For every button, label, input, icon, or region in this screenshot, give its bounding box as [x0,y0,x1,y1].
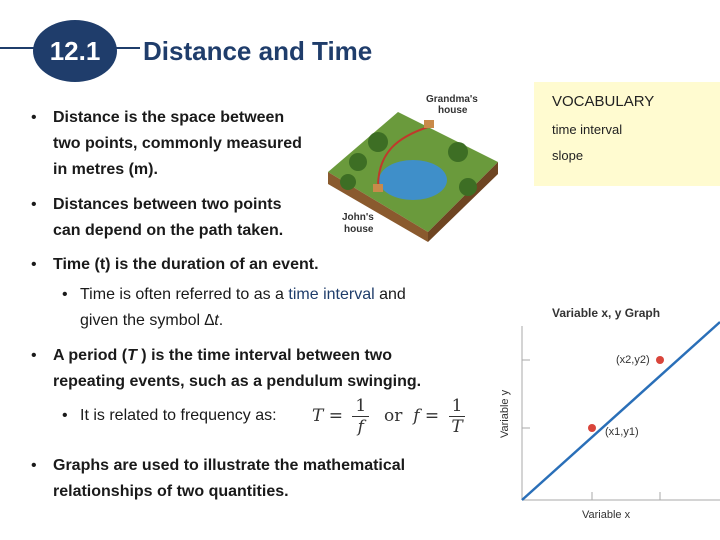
label-johns-house: house [344,224,374,235]
fraction [449,396,466,437]
bullet-text: can depend on the path taken. [53,222,284,239]
bullet-text: Distance is the space between [53,109,285,126]
bullet-dot: • [62,407,68,424]
bullet-dot: • [31,196,37,213]
graph-xlabel: Variable x [582,509,631,521]
bullet-text: Distances between two points [53,196,282,213]
bullet-text: ) is the time interval between two [136,347,393,364]
point-label-1: (x1,y1) [605,426,639,438]
label-grandmas-house: Grandma's [426,94,478,105]
bullet-period [31,343,422,395]
data-point-1 [588,424,596,432]
point-label-2: (x2,y2) [616,354,650,366]
formula-variable: T [312,406,324,426]
bullet-dot: • [31,347,37,364]
graph-ylabel: Variable y [499,389,511,438]
bullet-text: Graphs are used to illustrate the mathematical [53,457,406,474]
sub-bullet-time-interval [62,282,406,334]
fraction-numerator: 1 [449,396,466,417]
formula-variable: f [413,406,420,426]
label-grandmas-house: house [438,105,468,116]
bullet-time [31,252,319,278]
bullet-dot: • [62,286,68,303]
bullet-text: A period ( [53,347,128,364]
xy-graph [490,296,720,526]
bullet-text: Time is often referred to as a [80,286,289,303]
lake [379,160,447,200]
sub-bullet-frequency [62,403,277,429]
vocab-term-highlight: time interval [288,286,375,303]
tree [349,153,367,171]
formula-connector: or [384,406,403,426]
period-frequency-formula: T = $\frac{1}{f}$ or f = $\frac{1}{T}$ [312,396,469,437]
terrain-illustration [318,92,500,242]
delta-t-symbol: ∆t [204,312,219,329]
fraction-numerator: 1 [352,396,369,417]
bullet-graphs [31,453,406,505]
tree [368,132,388,152]
tree [459,178,477,196]
tree [448,142,468,162]
grandmas-house-icon [424,120,434,128]
fraction [352,396,369,437]
vocabulary-heading: VOCABULARY [552,93,655,110]
vocabulary-term: time interval [552,122,623,137]
bullet-dot: • [31,109,37,126]
bullet-text: two points, commonly measured [53,135,302,152]
data-point-2 [656,356,664,364]
section-number-badge [33,20,117,82]
bullet-text: relationships of two quantities. [53,483,289,500]
page-title: Distance and Time [143,36,373,66]
fraction-denominator: f [357,417,364,437]
bullet-text: in metres (m). [53,161,158,178]
tree [340,174,356,190]
bullet-text: given the symbol [80,312,205,329]
graph-title: Variable x, y Graph [552,306,661,320]
period-symbol: T [127,347,137,364]
bullet-dot: • [31,256,37,273]
bullet-text: repeating events, such as a pendulum swinging. [53,373,422,390]
bullet-text: It is related to frequency as: [80,407,277,424]
label-johns-house: John's [342,212,374,223]
bullet-dot: • [31,457,37,474]
vocabulary-term: slope [552,148,584,163]
bullet-distance [31,105,302,183]
bullet-text: Time (t) is the duration of an event. [53,256,319,273]
fraction-denominator: T [451,417,463,437]
johns-house-icon [373,184,383,192]
vocabulary-box [534,82,720,186]
data-line [522,322,720,500]
bullet-text: . [218,312,224,329]
bullet-text: and [374,286,406,303]
bullet-path [31,192,284,244]
section-number: 12.1 [49,35,101,66]
